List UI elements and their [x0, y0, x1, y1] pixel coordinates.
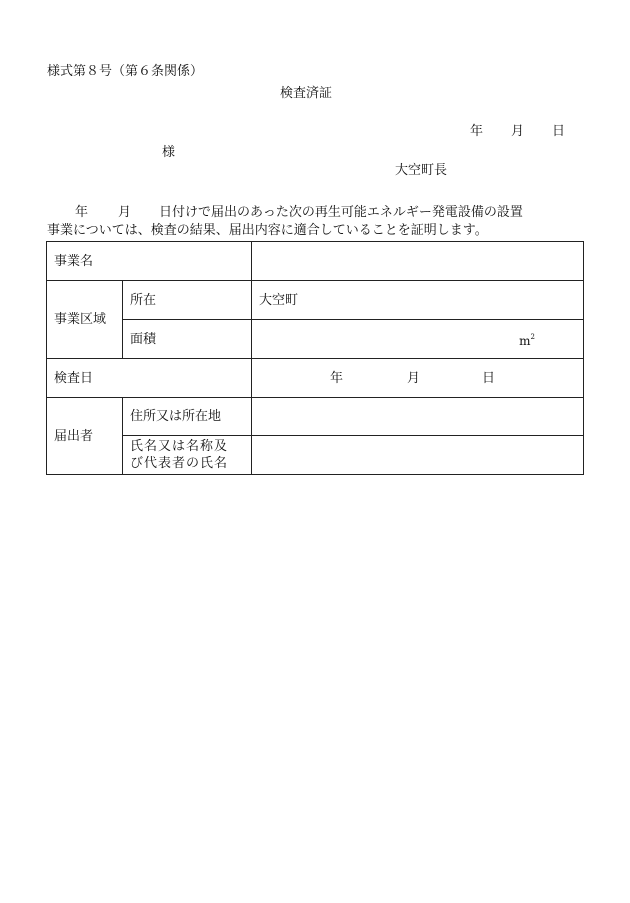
statement-line-1-text: 日付けで届出のあった次の再生可能エネルギー発電設備の設置 — [159, 205, 523, 220]
table-row-project-name — [47, 242, 584, 281]
size-value — [252, 320, 584, 359]
table-row-location — [47, 281, 584, 320]
location-value: 大空町 — [252, 281, 584, 320]
form-number: 様式第８号（第６条関係） — [47, 64, 204, 79]
project-area-label: 事業区域 — [47, 281, 123, 359]
issue-date-year: 年 — [470, 124, 484, 139]
location-label: 所在 — [123, 281, 252, 320]
size-label: 面積 — [123, 320, 252, 359]
name-label-line-2: び代表者の氏名 — [130, 456, 229, 471]
table-row-inspection-date — [47, 359, 584, 398]
table-row-size — [47, 320, 584, 359]
document-title: 検査済証 — [280, 86, 333, 101]
address-value — [252, 398, 584, 436]
square-meter-unit: $m^2$ — [519, 332, 536, 348]
inspection-year: 年 — [330, 370, 344, 386]
statement-month: 月 — [118, 205, 132, 220]
inspection-date-value — [252, 359, 584, 398]
issuer-name: 大空町長 — [395, 163, 448, 178]
certification-statement — [47, 204, 587, 240]
name-value — [252, 436, 584, 475]
statement-year: 年 — [75, 205, 89, 220]
issue-date — [470, 124, 565, 140]
addressee-suffix: 様 — [162, 145, 176, 160]
project-name-label: 事業名 — [47, 242, 252, 281]
table-row-address — [47, 398, 584, 436]
statement-line-1 — [47, 204, 587, 222]
inspection-day: 日 — [482, 370, 496, 386]
name-label-line-1: 氏名又は名称及 — [130, 439, 229, 454]
statement-line-2: 事業については、検査の結果、届出内容に適合していることを証明します。 — [47, 223, 488, 238]
inspection-month: 月 — [407, 370, 421, 386]
notifier-label: 届出者 — [47, 398, 123, 475]
issue-date-month: 月 — [511, 124, 525, 139]
address-label: 住所又は所在地 — [123, 398, 252, 436]
inspection-date-label: 検査日 — [47, 359, 252, 398]
name-label — [123, 436, 252, 475]
project-name-value — [252, 242, 584, 281]
certificate-table — [46, 241, 584, 475]
issue-date-day: 日 — [552, 124, 566, 139]
table-row-name — [47, 436, 584, 475]
